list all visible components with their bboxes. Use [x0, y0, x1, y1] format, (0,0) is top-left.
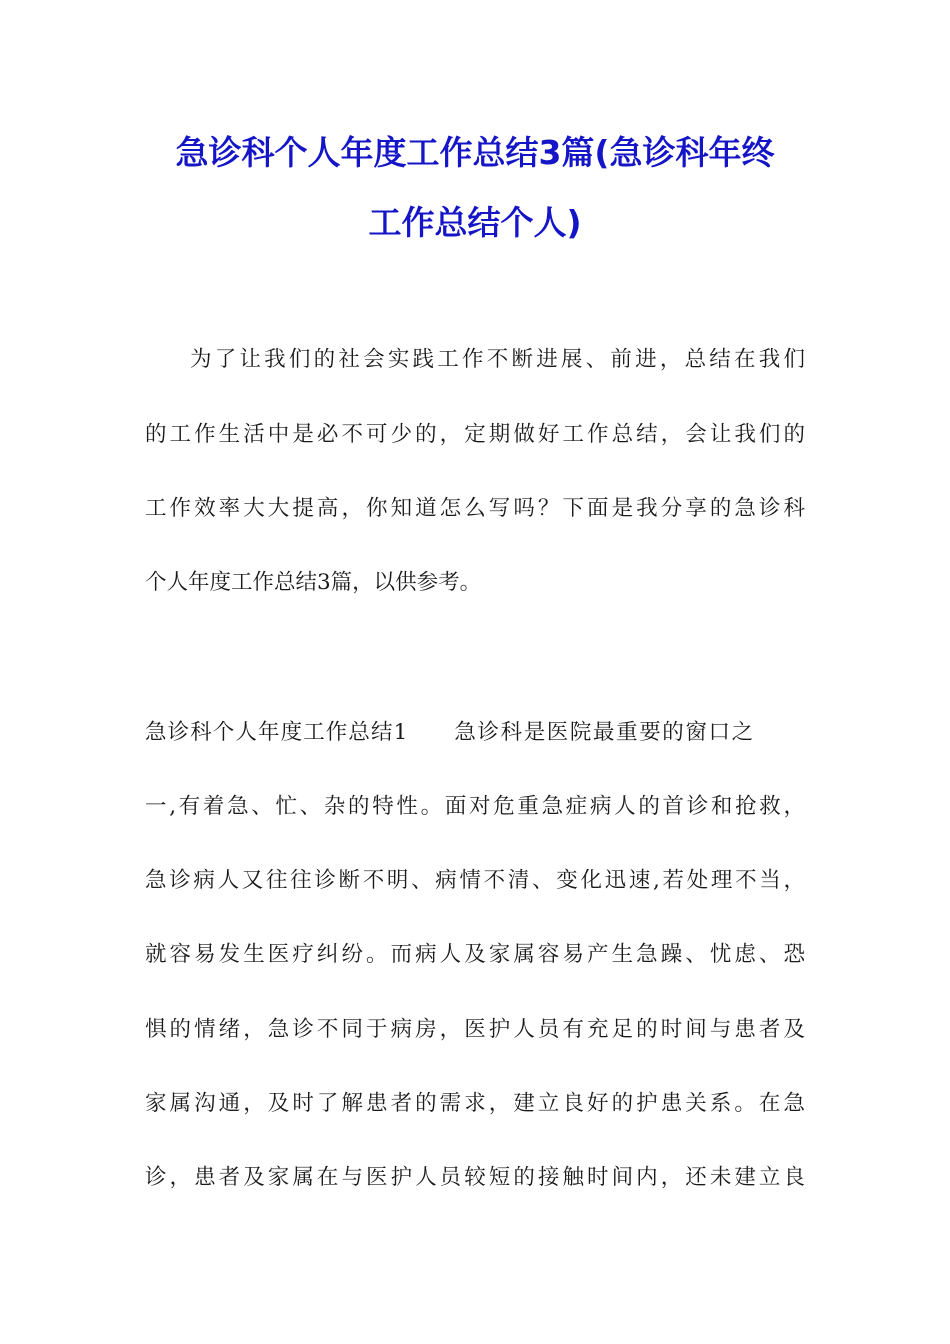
intro-line-1: 为了让我们的社会实践工作不断进展、前进，总结在我们 — [190, 347, 805, 372]
section-line-5: 惧的情绪，急诊不同于病房，医护人员有充足的时间与患者及 — [145, 1017, 805, 1042]
document-title-line-1: 急诊科个人年度工作总结3篇(急诊科年终 — [175, 133, 775, 172]
intro-line-3: 工作效率大大提高，你知道怎么写吗？下面是我分享的急诊科 — [145, 496, 805, 521]
intro-line-4: 个人年度工作总结3篇，以供参考。 — [145, 570, 482, 595]
section-heading: 急诊科个人年度工作总结1 — [145, 720, 409, 745]
section-line-3: 急诊病人又往往诊断不明、病情不清、变化迅速,若处理不当， — [145, 868, 805, 893]
section-line-6: 家属沟通，及时了解患者的需求，建立良好的护患关系。在急 — [145, 1091, 805, 1116]
document-title-line-2: 工作总结个人) — [368, 203, 582, 242]
section-line-2: 一,有着急、忙、杂的特性。面对危重急症病人的首诊和抢救， — [145, 794, 805, 819]
section-first-line-text: 急诊科是医院最重要的窗口之 — [454, 720, 755, 745]
section-first-line — [145, 718, 805, 748]
section-line-4: 就容易发生医疗纠纷。而病人及家属容易产生急躁、忧虑、恐 — [145, 942, 805, 967]
section-line-7: 诊，患者及家属在与医护人员较短的接触时间内，还未建立良 — [145, 1165, 805, 1190]
intro-line-2: 的工作生活中是必不可少的，定期做好工作总结，会让我们的 — [145, 422, 805, 447]
